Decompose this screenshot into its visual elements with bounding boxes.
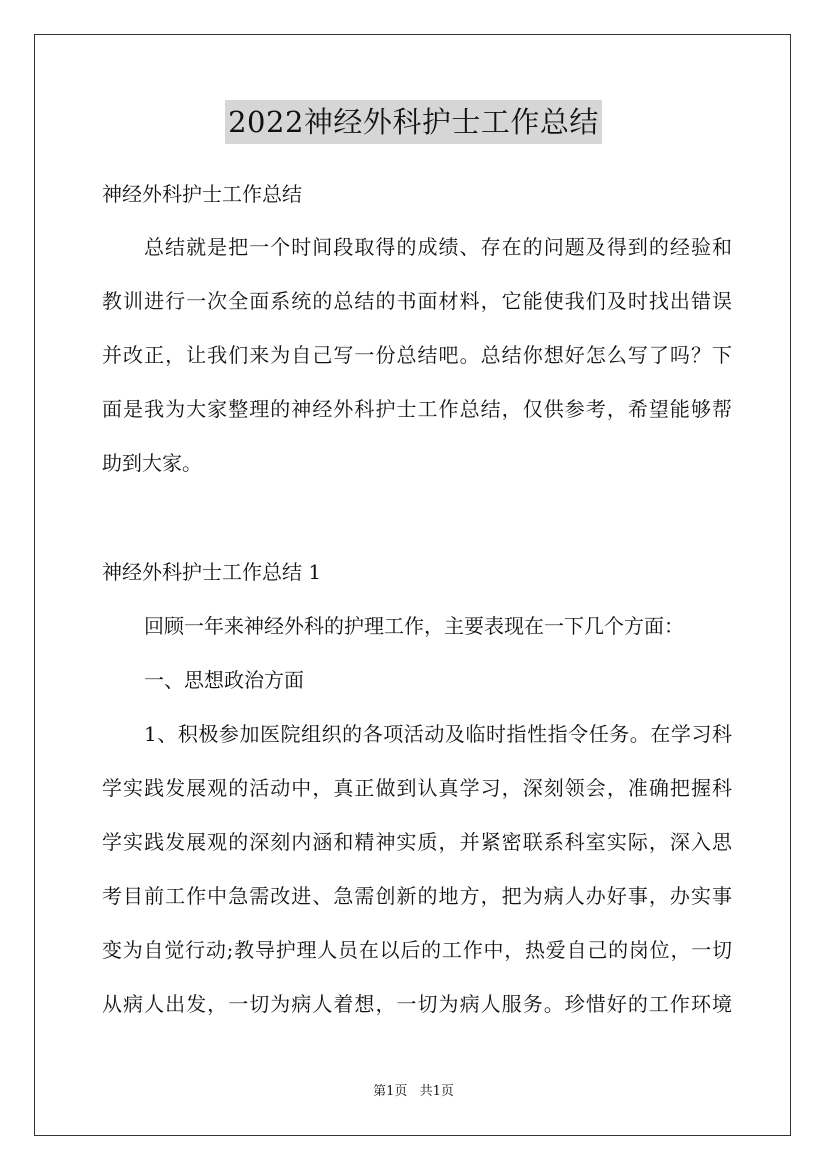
section1-line-1: 1、积极参加医院组织的各项活动及临时指性指令任务。在学习科	[144, 722, 732, 746]
section1-line-3: 学实践发展观的深刻内涵和精神实质，并紧密联系科室实际，深入思	[102, 830, 732, 854]
intro-line-1: 总结就是把一个时间段取得的成绩、存在的问题及得到的经验和	[144, 235, 732, 259]
section1-line-4: 考目前工作中急需改进、急需创新的地方，把为病人办好事，办实事	[102, 884, 732, 908]
page-total: 共1页	[419, 1084, 454, 1099]
intro-line-2: 教训进行一次全面系统的总结的书面材料，它能使我们及时找出错误	[102, 289, 732, 313]
title-container	[0, 100, 827, 144]
section1-line-2: 学实践发展观的活动中，真正做到认真学习，深刻领会，准确把握科	[102, 776, 732, 800]
section1-line-6: 从病人出发，一切为病人着想，一切为病人服务。珍惜好的工作环境	[102, 992, 732, 1016]
section1-lead: 回顾一年来神经外科的护理工作，主要表现在一下几个方面：	[144, 614, 684, 638]
intro-subtitle: 神经外科护士工作总结	[102, 182, 302, 206]
intro-line-5: 助到大家。	[102, 451, 202, 475]
page-number: 第1页	[373, 1084, 408, 1099]
section1-line-5: 变为自觉行动;教导护理人员在以后的工作中，热爱自己的岗位，一切	[102, 938, 732, 962]
page-footer	[0, 1083, 827, 1101]
document-title: 2022神经外科护士工作总结	[225, 100, 602, 144]
section1-subheading: 一、思想政治方面	[144, 668, 304, 692]
intro-line-4: 面是我为大家整理的神经外科护士工作总结，仅供参考，希望能够帮	[102, 397, 732, 421]
section1-heading: 神经外科护士工作总结 1	[102, 560, 322, 584]
intro-line-3: 并改正，让我们来为自己写一份总结吧。总结你想好怎么写了吗？下	[102, 343, 732, 367]
